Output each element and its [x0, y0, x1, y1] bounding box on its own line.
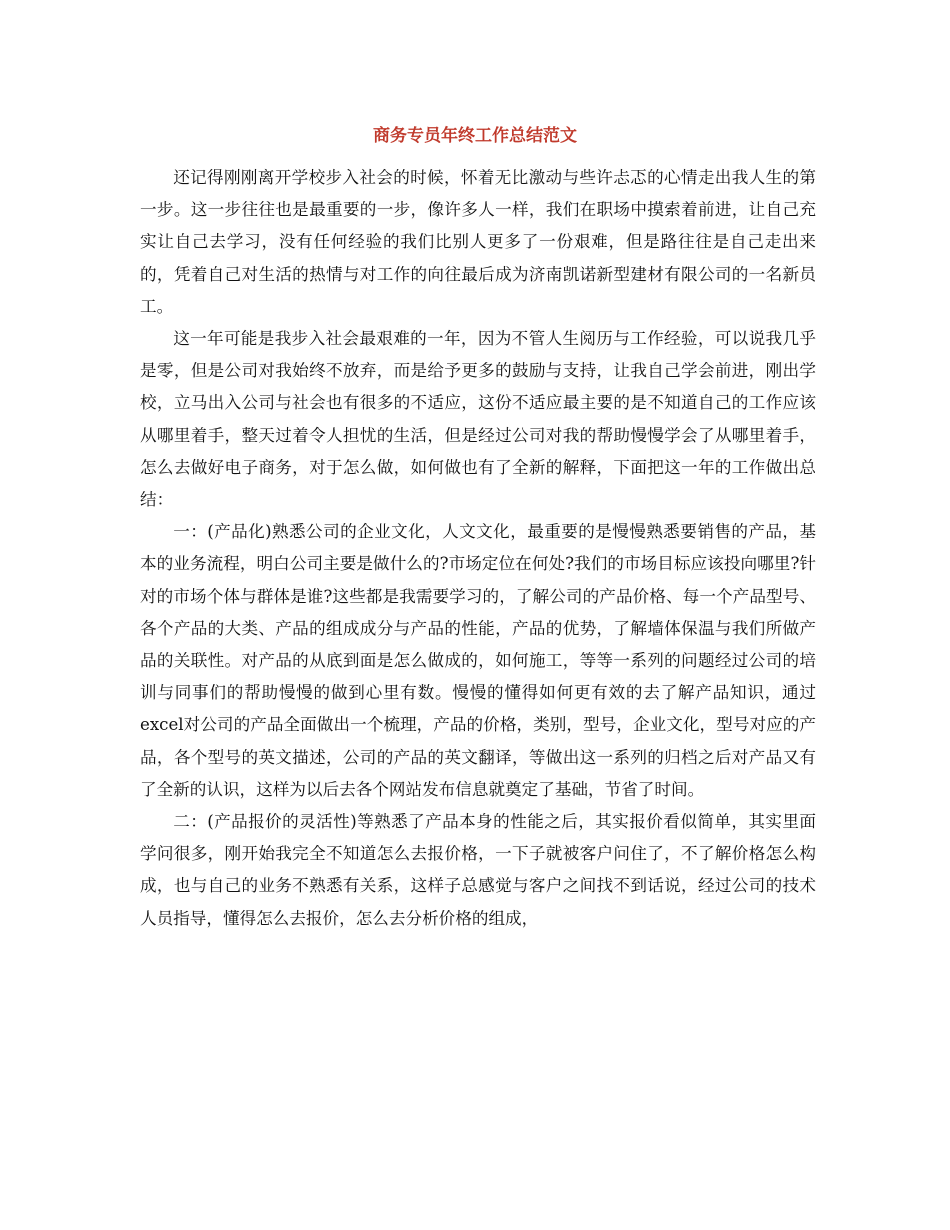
document-title: 商务专员年终工作总结范文	[373, 126, 577, 146]
paragraph-1: 还记得刚刚离开学校步入社会的时候，怀着无比激动与些许忐忑的心情走出我人生的第一步。这一步往往也是最重要的一步，像许多人一样，我们在职场中摸索着前进，让自己充实让自己去学习，没有任何经验的我们比别人更多了一份艰难，但是路往往是自己走出来的，凭着自己对生活的热情与对工作的向往最后成为济南凯诺新型建材有限公司的一名新员工。	[140, 168, 816, 316]
paragraph-3: 一：(产品化)熟悉公司的企业文化，人文文化，最重要的是慢慢熟悉要销售的产品，基本的业务流程，明白公司主要是做什么的?市场定位在何处?我们的市场目标应该投向哪里?针对的市场个体与群体是谁?这些都是我需要学习的，了解公司的产品价格、每一个产品型号、各个产品的大类、产品的组成成分与产品的性能，产品的优势，了解墙体保温与我们所做产品的关联性。对产品的从底到面是怎么做成的，如何施工，等等一系列的问题经过公司的培训与同事们的帮助慢慢的做到心里有数。慢慢的懂得如何更有效的去了解产品知识，通过excel对公司的产品全面做出一个梳理，产品的价格，类别，型号，企业文化，型号对应的产品，各个型号的英文描述，公司的产品的英文翻译，等做出这一系列的归档之后对产品又有了全新的认识，这样为以后去各个网站发布信息就奠定了基础，节省了时间。	[140, 522, 816, 799]
paragraph-2: 这一年可能是我步入社会最艰难的一年，因为不管人生阅历与工作经验，可以说我几乎是零，但是公司对我始终不放弃，而是给予更多的鼓励与支持，让我自己学会前进，刚出学校，立马出入公司与社会也有很多的不适应，这份不适应最主要的是不知道自己的工作应该从哪里着手，整天过着令人担忧的生活，但是经过公司对我的帮助慢慢学会了从哪里着手，怎么去做好电子商务，对于怎么做，如何做也有了全新的解释，下面把这一年的工作做出总结：	[140, 329, 816, 510]
document-body	[140, 162, 816, 935]
paragraph-4: 二：(产品报价的灵活性)等熟悉了产品本身的性能之后，其实报价看似简单，其实里面学问很多，刚开始我完全不知道怎么去报价格，一下子就被客户问住了，不了解价格怎么构成，也与自己的业务不熟悉有关系，这样子总感觉与客户之间找不到话说，经过公司的技术人员指导，懂得怎么去报价，怎么去分析价格的组成，	[140, 812, 816, 928]
